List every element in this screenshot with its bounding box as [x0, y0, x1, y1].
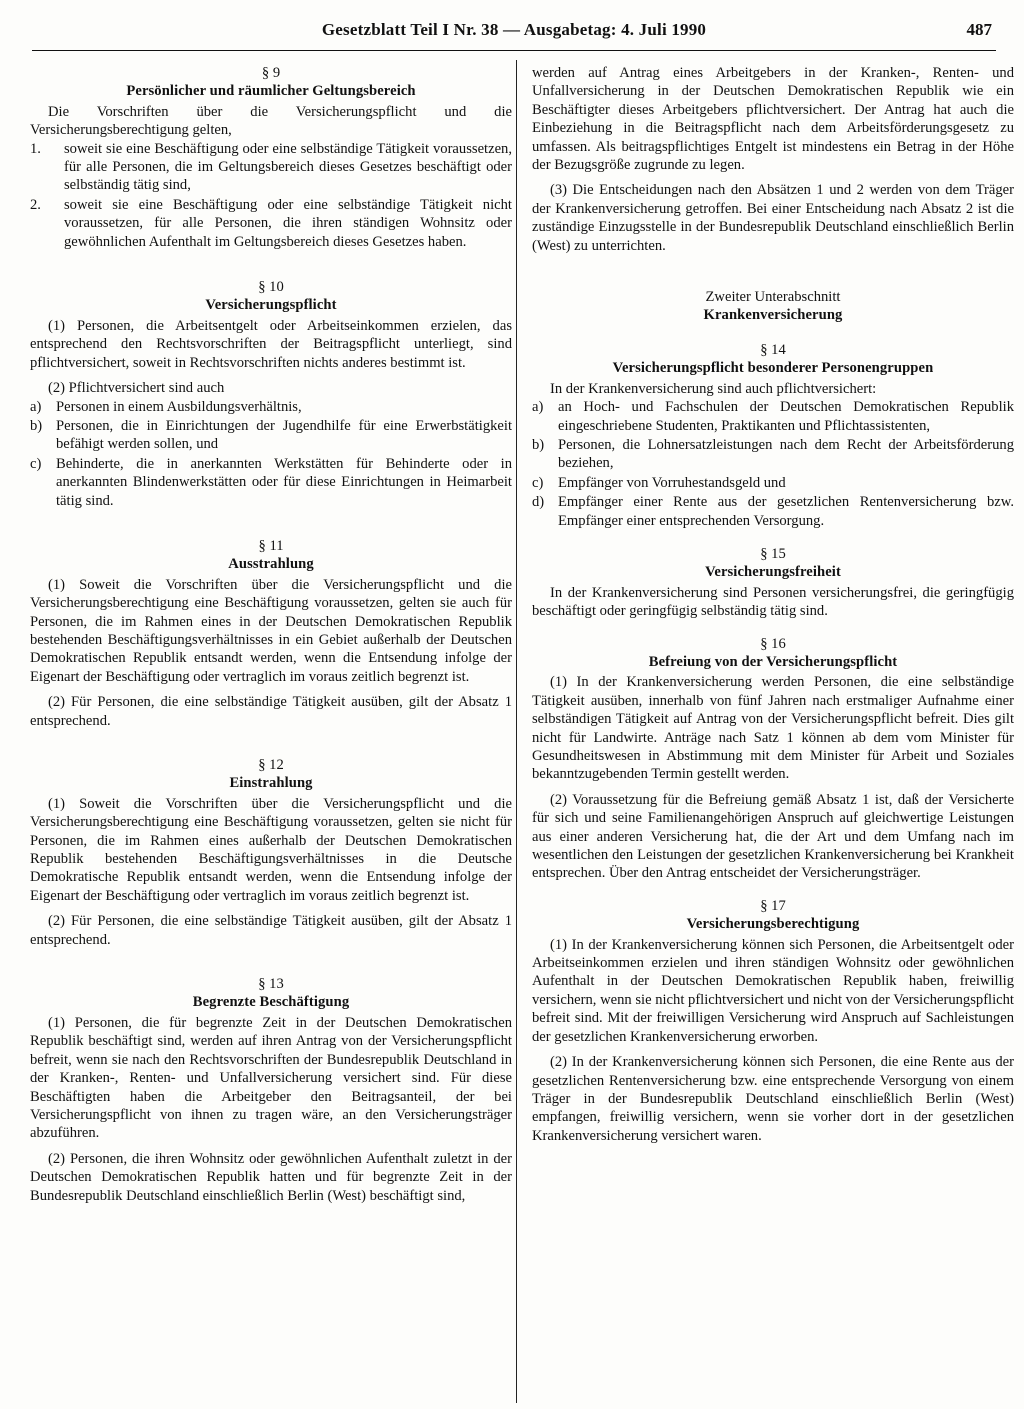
list-item: [30, 417, 512, 454]
page-header: [32, 10, 996, 51]
section-number: § 14: [760, 341, 786, 358]
paragraph: (1) Personen, die Arbeitsentgelt oder Arbeitseinkommen erzielen, das entsprechend den Rechtsvorschriften der Beitragspflicht unterliegt, sind pflichtversichert, soweit in Rechtsvorschriften nichts anderes bestimmt ist.: [30, 317, 512, 371]
section-title: Ausstrahlung: [228, 556, 314, 573]
section-title: Begrenzte Beschäftigung: [192, 994, 350, 1011]
section-title: Einstrahlung: [229, 775, 313, 792]
list-item-text: soweit sie eine Beschäftigung oder eine selbständige Tätigkeit nicht voraussetzen, für alle Personen, die ihren ständigen Wohnsitz oder gewöhnlichen Aufenthalt im Geltungsbereich dieses Gesetzes haben.: [64, 196, 512, 250]
list-marker: a): [30, 398, 42, 415]
subsection-label: Zweiter Unterabschnitt: [705, 289, 841, 306]
section-number: § 17: [760, 897, 786, 914]
list-item: [532, 493, 1014, 530]
paragraph: In der Krankenversicherung sind Personen versicherungsfrei, die geringfügig beschäftigt oder geringfügig selbständig tätig sind.: [532, 584, 1014, 620]
list-item-text: Personen in einem Ausbildungsverhältnis,: [56, 398, 302, 415]
list-item: [532, 474, 1014, 492]
paragraph: (2) Pflichtversichert sind auch: [48, 380, 225, 397]
list-item-text: Personen, die Lohnersatzleistungen nach dem Recht der Arbeitsförderung beziehen,: [558, 436, 1014, 472]
list-item-text: soweit sie eine Beschäftigung oder eine selbständige Tätigkeit voraussetzen, für alle Personen, die im Geltungsbereich dieses Gesetzes beschäftigt oder selbständig tätig sind,: [64, 140, 512, 194]
list-item-text: Empfänger von Vorruhestandsgeld und: [558, 474, 786, 491]
section-title: Versicherungspflicht besonderer Personengruppen: [612, 360, 934, 377]
list-marker: b): [532, 436, 545, 453]
section-12: [30, 756, 512, 949]
list-item: [532, 398, 1014, 435]
section-14: [532, 341, 1014, 530]
paragraph: (2) Für Personen, die eine selbständige Tätigkeit ausüben, gilt der Absatz 1 entsprechend.: [30, 913, 512, 948]
section-number: § 12: [258, 757, 284, 773]
list-item: [532, 436, 1014, 473]
section-13: [30, 975, 512, 1205]
section-number: § 11: [258, 537, 284, 554]
list-marker: 2.: [30, 196, 41, 213]
paragraph: (1) Personen, die für begrenzte Zeit in der Deutschen Demokratischen Republik beschäftigt sind, werden auf ihren Antrag von der Versicherungspflicht befreit, wenn sie nach den Rechtsvorschriften der Bundesrepublik Deutschland in der Kranken-, Renten- und Unfallversicherung versichert sind. Für diese Beschäftigten haben die Arbeitgeber den Beitragsanteil, der bei Versicherungspflicht von ihnen zu tragen wäre, an den Versicherungsträger abzuführen.: [30, 1014, 512, 1142]
paragraph: In der Krankenversicherung sind auch pflichtversichert:: [550, 380, 877, 397]
list-marker: b): [30, 417, 43, 434]
subsection-title: Krankenversicherung: [703, 307, 843, 324]
list-item-text: an Hoch- und Fachschulen der Deutschen Demokratischen Republik eingeschriebene Studenten, Praktikanten und Pflichtassistenten,: [558, 399, 1014, 434]
section-number: § 13: [258, 976, 284, 993]
paragraph: Die Vorschriften über die Versicherungspflicht und die Versicherungsberechtigung gelten,: [30, 103, 512, 139]
section-number: § 16: [760, 635, 786, 652]
section-17: [532, 897, 1014, 1145]
paragraph: (1) Soweit die Vorschriften über die Versicherungspflicht und die Versicherungsberechtigung eine Beschäftigung voraussetzen, gelten sie nicht für Personen, die im Rahmen eines außerhalb der Deutschen Demokratischen Republik bestehenden Beschäftigungsverhältnisses in die Deutsche Demokratische Republik entsandt werden, wenn die Entsendung infolge der Eigenart der Beschäftigung oder vertraglich im voraus zeitlich begrenzt ist.: [30, 795, 512, 904]
list-marker: a): [532, 399, 544, 416]
list-item: [30, 196, 512, 251]
numbered-list: [30, 140, 512, 251]
section-number: § 15: [760, 545, 786, 562]
list-item: [30, 140, 512, 195]
left-column: [30, 64, 512, 1401]
list-marker: d): [532, 494, 545, 511]
lettered-list: [30, 398, 512, 510]
list-marker: 1.: [30, 140, 41, 157]
list-item-text: Empfänger einer Rente aus der gesetzlichen Rentenversicherung bzw. Empfänger einer entsprechenden Versorgung.: [558, 494, 1014, 529]
right-column: [532, 64, 1014, 1401]
section-11: [30, 537, 512, 730]
section-number: § 10: [258, 279, 284, 296]
page-number: 487: [966, 20, 992, 39]
section-number: § 9: [261, 65, 281, 81]
paragraph: (2) Für Personen, die eine selbständige Tätigkeit ausüben, gilt der Absatz 1 entsprechend.: [30, 694, 512, 729]
paragraph: (1) In der Krankenversicherung werden Personen, die eine selbständige Tätigkeit ausüben, innerhalb von fünf Jahren nach erstmaliger Aufnahme einer selbständigen Tätigkeit auf Antrag von der Versicherungspflicht befreit. Dies gilt nicht für Landwirte. Anträge nach Satz 1 können ab dem vom Minister für Gesundheitswesen in Abstimmung mit dem Minister für Arbeit und Soziales bekanntzugebenden Termin gestellt werden.: [532, 674, 1014, 783]
lettered-list: [532, 398, 1014, 530]
gazette-title: Gesetzblatt Teil I Nr. 38 — Ausgabetag: 4. Juli 1990: [321, 20, 707, 39]
paragraph: (3) Die Entscheidungen nach den Absätzen 1 und 2 werden von dem Träger der Krankenversicherung getroffen. Bei einer Entscheidung nach Absatz 2 ist die zuständige Einzugsstelle in der Bundesrepublik Deutschland einschließlich Berlin (West) zu unterrichten.: [532, 182, 1014, 254]
section-title: Befreiung von der Versicherungspflicht: [648, 653, 898, 670]
list-item: [30, 398, 512, 416]
column-divider: [516, 60, 517, 1403]
paragraph: (1) In der Krankenversicherung können sich Personen, die Arbeitsentgelt oder Arbeitseinkommen erzielen und ihren ständigen Wohnsitz oder gewöhnlichen Aufenthalt in der Deutschen Demokratischen Republik haben, freiwillig versichern, wenn sie nicht pflichtversichert und nicht von der Versicherungspflicht befreit sind. Mit der freiwilligen Versicherung wird Anspruch auf Sachleistungen der gesetzlichen Krankenversicherung erworben.: [532, 936, 1014, 1045]
paragraph-continued: werden auf Antrag eines Arbeitgebers in der Kranken-, Renten- und Unfallversicherung in der Deutschen Demokratischen Republik wie ein Beschäftigter dieses Arbeitgebers pflichtversichert. Der Antrag hat auch die Einbeziehung in die Beitragspflicht nach dem Arbeitsförderungsgesetz zu umfassen. Als beitragspflichtiges Entgelt ist mindestens ein Betrag in der Höhe der Bezugsgröße zugrunde zu legen.: [532, 65, 1014, 174]
section-title: Persönlicher und räumlicher Geltungsbereich: [126, 83, 416, 100]
section-title: Versicherungsberechtigung: [686, 916, 860, 933]
list-marker: c): [532, 474, 544, 491]
section-15: [532, 545, 1014, 621]
list-item-text: Behinderte, die in anerkannten Werkstätten für Behinderte oder in anerkannten Blindenwerkstätten oder für diese Einrichtungen in Heimarbeit tätig sind.: [56, 455, 512, 509]
paragraph: (2) In der Krankenversicherung können sich Personen, die eine Rente aus der gesetzlichen Rentenversicherung bzw. eine entsprechende Versorgung von einem Träger in der Bundesrepublik Deutschland einschließlich Berlin (West) empfangen, freiwillig versichern, wenn sie vorher dort in der gesetzlichen Krankenversicherung versichert waren.: [532, 1054, 1014, 1144]
section-16: [532, 635, 1014, 883]
paragraph: (1) Soweit die Vorschriften über die Versicherungspflicht und die Versicherungsberechtigung eine Beschäftigung voraussetzen, gelten sie auch für Personen, die im Rahmen eines in der Deutschen Demokratischen Republik bestehenden Beschäftigungsverhältnisses in ein Gebiet außerhalb der Deutschen Demokratischen Republik entsandt werden, wenn die Entsendung infolge der Eigenart der Beschäftigung oder vertraglich im voraus zeitlich begrenzt ist.: [30, 576, 512, 685]
paragraph: (2) Personen, die ihren Wohnsitz oder gewöhnlichen Aufenthalt zuletzt in der Deutschen Demokratischen Republik hatten und für begrenzte Zeit in der Bundesrepublik Deutschland einschließlich Berlin (West) beschäftigt sind,: [30, 1150, 512, 1204]
section-title: Versicherungspflicht: [205, 297, 337, 314]
list-item-text: Personen, die in Einrichtungen der Jugendhilfe für eine Erwerbstätigkeit befähigt werden sollen, und: [56, 417, 512, 453]
list-item: [30, 455, 512, 510]
list-marker: c): [30, 455, 42, 472]
section-title: Versicherungsfreiheit: [705, 564, 841, 581]
paragraph: (2) Voraussetzung für die Befreiung gemäß Absatz 1 ist, daß der Versicherte für sich und seine Familienangehörigen Anspruch auf gleichwertige Leistungen aus einer anderen Versicherung hat, die der Art und dem Umfang nach im wesentlichen den Leistungen der gesetzlichen Krankenversicherung bei Krankheit entsprechen. Über den Antrag entscheidet der Versicherungsträger.: [532, 791, 1014, 882]
section-9: [30, 64, 512, 251]
section-10: [30, 278, 512, 510]
